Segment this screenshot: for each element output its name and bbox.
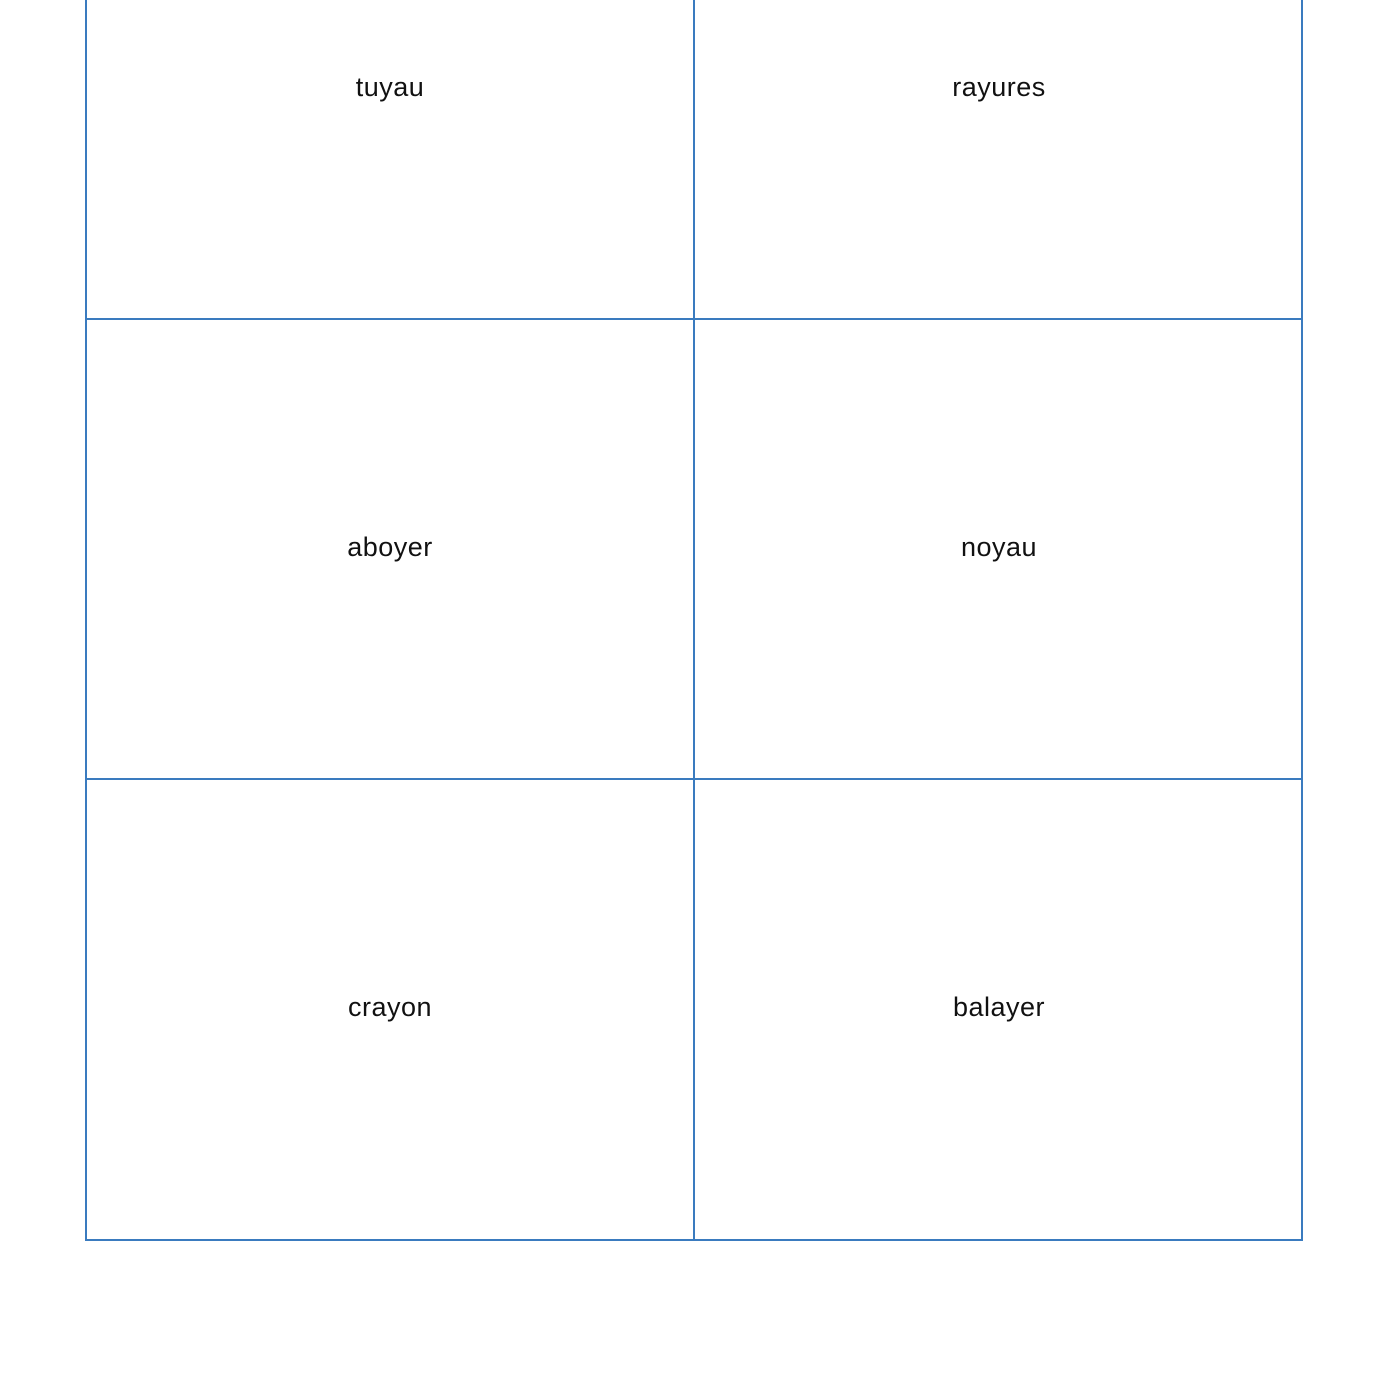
card-word: tuyau (355, 72, 425, 102)
card-word: balayer (952, 992, 1046, 1022)
word-card-rayures (695, 0, 1303, 320)
word-card-noyau (695, 320, 1303, 780)
word-card-tuyau (87, 0, 695, 320)
word-card-aboyer (87, 320, 695, 780)
card-word: rayures (952, 72, 1046, 102)
card-word: crayon (347, 992, 433, 1022)
card-word: aboyer (347, 532, 433, 562)
card-word: noyau (960, 532, 1038, 562)
word-card-grid (85, 0, 1303, 1241)
word-card-balayer (695, 780, 1303, 1241)
word-card-crayon (87, 780, 695, 1241)
